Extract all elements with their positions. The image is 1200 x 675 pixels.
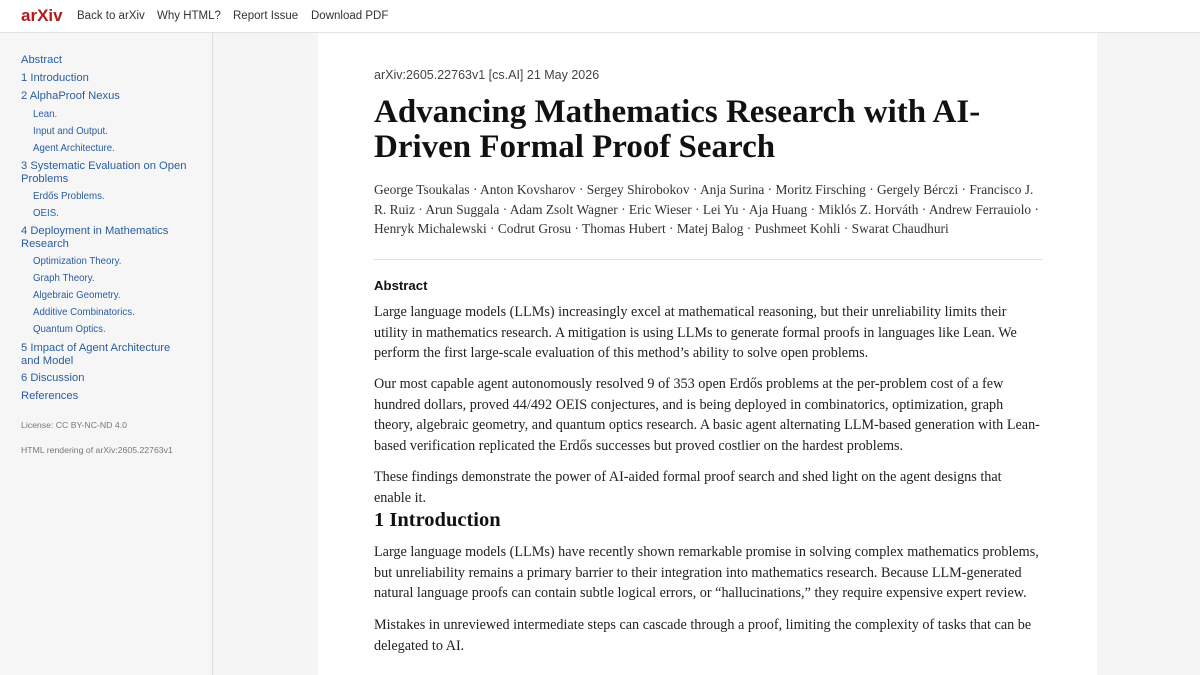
toc-item-impact-of-agent-architecture[interactable]: 5 Impact of Agent Architecture and Model xyxy=(21,342,171,367)
paper-page xyxy=(318,33,1097,675)
introduction-paragraph-2: Mistakes in unreviewed intermediate steps can cascade through a proof, limiting the complexity of tasks that can be delegated to AI. xyxy=(374,617,1032,654)
license-text: License: CC BY-NC-ND 4.0 xyxy=(21,420,127,430)
download-pdf-link[interactable]: Download PDF xyxy=(311,10,389,22)
toc-subitem-optimization-theory[interactable]: Optimization Theory. xyxy=(33,256,122,267)
paper-title: Advancing Mathematics Research with AI-Driven Formal Proof Search xyxy=(374,94,981,165)
introduction-heading: 1 Introduction xyxy=(374,509,501,531)
toc-subitem-algebraic-geometry[interactable]: Algebraic Geometry. xyxy=(33,290,121,301)
toc-subitem-lean[interactable]: Lean. xyxy=(33,109,58,120)
back-to-arxiv-link[interactable]: Back to arXiv xyxy=(77,10,145,22)
toc-subitem-oeis[interactable]: OEIS. xyxy=(33,208,59,219)
toc-item-references[interactable]: References xyxy=(21,390,79,402)
table-of-contents-sidebar xyxy=(0,33,213,675)
toc-item-alphaproof-nexus[interactable]: 2 AlphaProof Nexus xyxy=(21,90,120,102)
html-rendering-text: HTML rendering of arXiv:2605.22763v1 xyxy=(21,445,173,455)
toc-subitem-agent-architecture[interactable]: Agent Architecture. xyxy=(33,143,115,154)
arxiv-identifier: arXiv:2605.22763v1 [cs.AI] 21 May 2026 xyxy=(374,68,600,82)
toc-item-abstract[interactable]: Abstract xyxy=(21,54,63,66)
toc-item-introduction[interactable]: 1 Introduction xyxy=(21,72,89,84)
arxiv-logo[interactable]: arXiv xyxy=(21,6,63,25)
toc-subitem-graph-theory[interactable]: Graph Theory. xyxy=(33,273,95,284)
divider xyxy=(374,259,1042,260)
abstract-paragraph-2: Our most capable agent autonomously resolved 9 of 353 open Erdős problems at the per-problem cost of a few hundred dollars, proved 44/492 OEIS conjectures, and is being deployed in combinatorics, optimization, graph theory, algebraic geometry, and quantum optics research. A basic agent alternating LLM-based generation with Lean-based verification replicated the Erdős successes but proved costlier on the hardest problems. xyxy=(374,376,1040,455)
top-navigation-bar xyxy=(0,0,1200,33)
abstract-paragraph-3: These findings demonstrate the power of AI-aided formal proof search and shed light on the agent designs that enable it. xyxy=(374,469,1002,506)
abstract-heading: Abstract xyxy=(374,278,428,293)
introduction-paragraph-1: Large language models (LLMs) have recently shown remarkable promise in solving complex mathematics problems, but unreliability remains a primary barrier to their integration into mathematics research. Because LLM-generated natural language proofs can contain subtle logical errors, or “hallucinations,” they require expensive expert review. xyxy=(374,544,1039,602)
why-html-link[interactable]: Why HTML? xyxy=(157,10,221,22)
author-list: George Tsoukalas · Anton Kovsharov · Sergey Shirobokov · Anja Surina · Moritz Firsching · Gergely Bérczi · Francisco J. R. Ruiz · Arun Suggala · Adam Zsolt Wagner · Eric Wieser · Lei Yu · Aja Huang · Miklós Z. Horváth · Andrew Ferrauiolo · Henryk Michalewski · Codrut Grosu · Thomas Hubert · Matej Balog · Pushmeet Kohli · Swarat Chaudhuri xyxy=(374,182,1039,237)
toc-item-discussion[interactable]: 6 Discussion xyxy=(21,372,85,384)
toc-item-deployment[interactable]: 4 Deployment in Mathematics Research xyxy=(21,225,169,250)
report-issue-link[interactable]: Report Issue xyxy=(233,10,299,22)
toc-subitem-erdos-problems[interactable]: Erdős Problems. xyxy=(33,191,105,202)
toc-item-systematic-evaluation[interactable]: 3 Systematic Evaluation on Open Problems xyxy=(21,160,187,185)
abstract-paragraph-1: Large language models (LLMs) increasingly excel at mathematical reasoning, but their unreliability limits their utility in mathematics research. A mitigation is using LLMs to generate formal proofs in languages like Lean. We perform the first large-scale evaluation of this method’s ability to solve open problems. xyxy=(374,304,1017,362)
toc-subitem-additive-combinatorics[interactable]: Additive Combinatorics. xyxy=(33,307,135,318)
toc-subitem-quantum-optics[interactable]: Quantum Optics. xyxy=(33,324,106,335)
toc-subitem-input-output[interactable]: Input and Output. xyxy=(33,126,108,137)
